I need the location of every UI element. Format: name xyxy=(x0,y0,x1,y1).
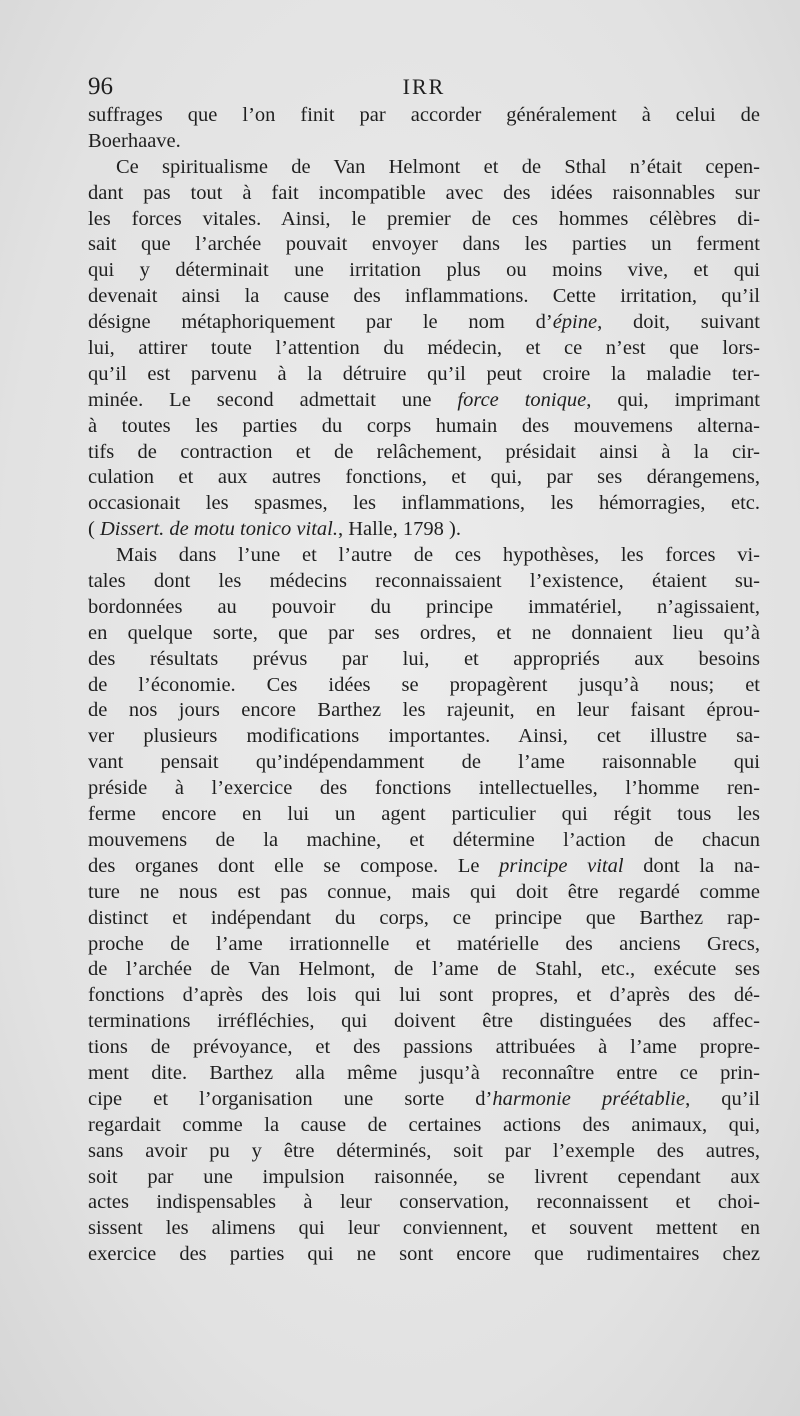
text-line: Mais dans l’une et l’autre de ces hypothèses, les forces vi- xyxy=(116,544,760,567)
text-line: minée. Le second admettait une force tonique, qui, imprimant xyxy=(88,388,760,411)
text-line: qui y déterminait une irritation plus ou moins vive, et qui xyxy=(88,259,760,282)
text-line: les forces vitales. Ainsi, le premier de ces hommes célèbres di- xyxy=(88,207,760,230)
running-head: IRR xyxy=(402,74,446,99)
text-line: sait que l’archée pouvait envoyer dans les parties un ferment xyxy=(88,233,760,256)
text-line: ture ne nous est pas connue, mais qui doit être regardé comme xyxy=(88,880,760,903)
page-number: 96 xyxy=(88,73,113,100)
text-line: de l’économie. Ces idées se propagèrent jusqu’à nous; et xyxy=(88,673,760,696)
text-line: sans avoir pu y être déterminés, soit par l’exemple des autres, xyxy=(88,1139,760,1162)
text-line: mouvemens de la machine, et détermine l’action de chacun xyxy=(88,828,760,851)
text-line: ( Dissert. de motu tonico vital., Halle, 1798 ). xyxy=(88,518,461,541)
text-line: désigne métaphoriquement par le nom d’épine, doit, suivant xyxy=(88,311,760,334)
text-line: proche de l’ame irrationnelle et matérielle des anciens Grecs, xyxy=(88,932,760,955)
body-text xyxy=(88,103,760,1268)
text-line: regardait comme la cause de certaines actions des animaux, qui, xyxy=(88,1113,760,1136)
text-line: lui, attirer toute l’attention du médecin, et ce n’est que lors- xyxy=(88,337,760,360)
text-line: tifs de contraction et de relâchement, présidait ainsi à la cir- xyxy=(88,440,760,463)
text-line: ment dite. Barthez alla même jusqu’à reconnaître entre ce prin- xyxy=(88,1061,760,1084)
text-line: Boerhaave. xyxy=(88,129,181,152)
text-line: bordonnées au pouvoir du principe immatériel, n’agissaient, xyxy=(88,595,760,618)
page-header xyxy=(88,72,760,106)
text-line: préside à l’exercice des fonctions intellectuelles, l’homme ren- xyxy=(88,777,760,800)
text-line: devenait ainsi la cause des inflammations. Cette irritation, qu’il xyxy=(88,285,760,308)
text-line: Ce spiritualisme de Van Helmont et de Sthal n’était cepen- xyxy=(116,155,760,178)
text-line: exercice des parties qui ne sont encore que rudimentaires chez xyxy=(88,1243,760,1266)
text-line: occasionait les spasmes, les inflammations, les hémorragies, etc. xyxy=(88,492,760,515)
text-line: dant pas tout à fait incompatible avec des idées raisonnables sur xyxy=(88,181,760,204)
text-line: sissent les alimens qui leur conviennent, et souvent mettent en xyxy=(88,1217,760,1240)
text-line: qu’il est parvenu à la détruire qu’il peut croire la maladie ter- xyxy=(88,362,760,385)
text-line: ferme encore en lui un agent particulier qui régit tous les xyxy=(88,803,760,826)
text-line: soit par une impulsion raisonnée, se livrent cependant aux xyxy=(88,1165,760,1188)
text-line: ver plusieurs modifications importantes. Ainsi, cet illustre sa- xyxy=(88,725,760,748)
text-line: suffrages que l’on finit par accorder généralement à celui de xyxy=(88,104,760,126)
text-line: distinct et indépendant du corps, ce principe que Barthez rap- xyxy=(88,906,760,929)
text-line: culation et aux autres fonctions, et qui, par ses dérangemens, xyxy=(88,466,760,489)
text-line: en quelque sorte, que par ses ordres, et ne donnaient lieu qu’à xyxy=(88,621,760,644)
text-line: tions de prévoyance, et des passions attribuées à l’ame propre- xyxy=(88,1036,760,1059)
text-line: vant pensait qu’indépendamment de l’ame raisonnable qui xyxy=(88,751,760,774)
text-line: des organes dont elle se compose. Le principe vital dont la na- xyxy=(88,854,761,877)
text-line: tales dont les médecins reconnaissaient l’existence, étaient su- xyxy=(88,570,760,593)
text-line: actes indispensables à leur conservation, reconnaissent et choi- xyxy=(88,1191,760,1214)
text-line: cipe et l’organisation une sorte d’harmonie préétablie, qu’il xyxy=(88,1087,760,1110)
text-line: des résultats prévus par lui, et appropriés aux besoins xyxy=(88,647,760,670)
text-line: à toutes les parties du corps humain des mouvemens alterna- xyxy=(88,414,760,437)
text-line: de nos jours encore Barthez les rajeunit, en leur faisant éprou- xyxy=(88,699,760,722)
text-line: fonctions d’après des lois qui lui sont propres, et d’après des dé- xyxy=(88,984,760,1007)
text-line: de l’archée de Van Helmont, de l’ame de Stahl, etc., exécute ses xyxy=(88,958,760,981)
text-line: terminations irréfléchies, qui doivent être distinguées des affec- xyxy=(88,1010,760,1033)
